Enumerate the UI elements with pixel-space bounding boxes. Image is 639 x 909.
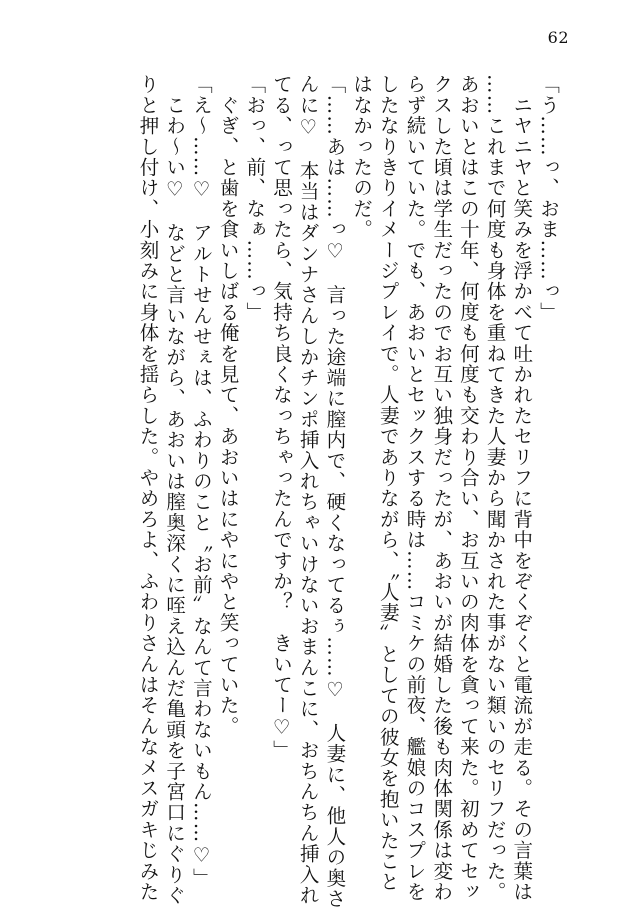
text-line: ぐぎ、と歯を食いしばる俺を見て、あおいはにやにやと笑っていた。 (216, 74, 240, 737)
text-line: てる、って思ったら、気持ち良くなっちゃったんですか？ きいてー♡」 (269, 74, 293, 761)
text-line: 「おっ、前、なぁ……っ」 (243, 74, 267, 323)
text-line: んに♡ 本当はダンナさんしかチンポ挿入れちゃいけないおまんこに、おちんちん挿入れ (296, 74, 320, 906)
text-line: 「……あは……っ♡ 言った途端に膣内で、硬くなってるぅ……♡ 人妻に、他人の奥さ (323, 74, 347, 909)
vertical-text-body (134, 74, 561, 909)
text-line: こわ～い♡ などと言いながら、あおいは膣奥深くに咥え込んだ亀頭を子宮口にぐりぐ (163, 74, 187, 906)
text-line: 「え～……♡ アルトせんせぇは、ふわりのこと〝お前〟なんて言わないもん……♡」 (189, 74, 213, 889)
text-line: クスした頃は学生だったのでお互い独身だったが、あおいが結婚した後も肉体関係は変わ (430, 74, 454, 902)
text-line: あおいとはこの十年、何度も何度も交わり合い、お互いの肉体を貪って来た。初めてセッ (456, 74, 480, 902)
text-line: ……これまで何度も身体を重ねてきた人妻から聞かされた事がない類いのセリフだった。 (483, 74, 507, 902)
text-line: ニヤニヤと笑みを浮かべて吐かれたセリフに背中をぞくぞくと電流が走る。その言葉は (510, 74, 534, 902)
text-line: はなかったのだ。 (350, 74, 374, 240)
text-line: したなりきりイメージプレイで。人妻でありながら、〝人妻〟としての彼女を抱いたこと (376, 74, 400, 893)
text-line: らず続いていた。でも、あおいとセックスする時は……コミケの前夜、艦娘のコスプレを (403, 74, 427, 902)
text-line: 「う……っ、おま……っ」 (537, 74, 560, 323)
text-line: りと押し付け、小刻みに身体を揺らした。やめろよ、ふわりさんはそんなメスガキじみた (136, 74, 160, 902)
page-number: 62 (547, 28, 569, 47)
